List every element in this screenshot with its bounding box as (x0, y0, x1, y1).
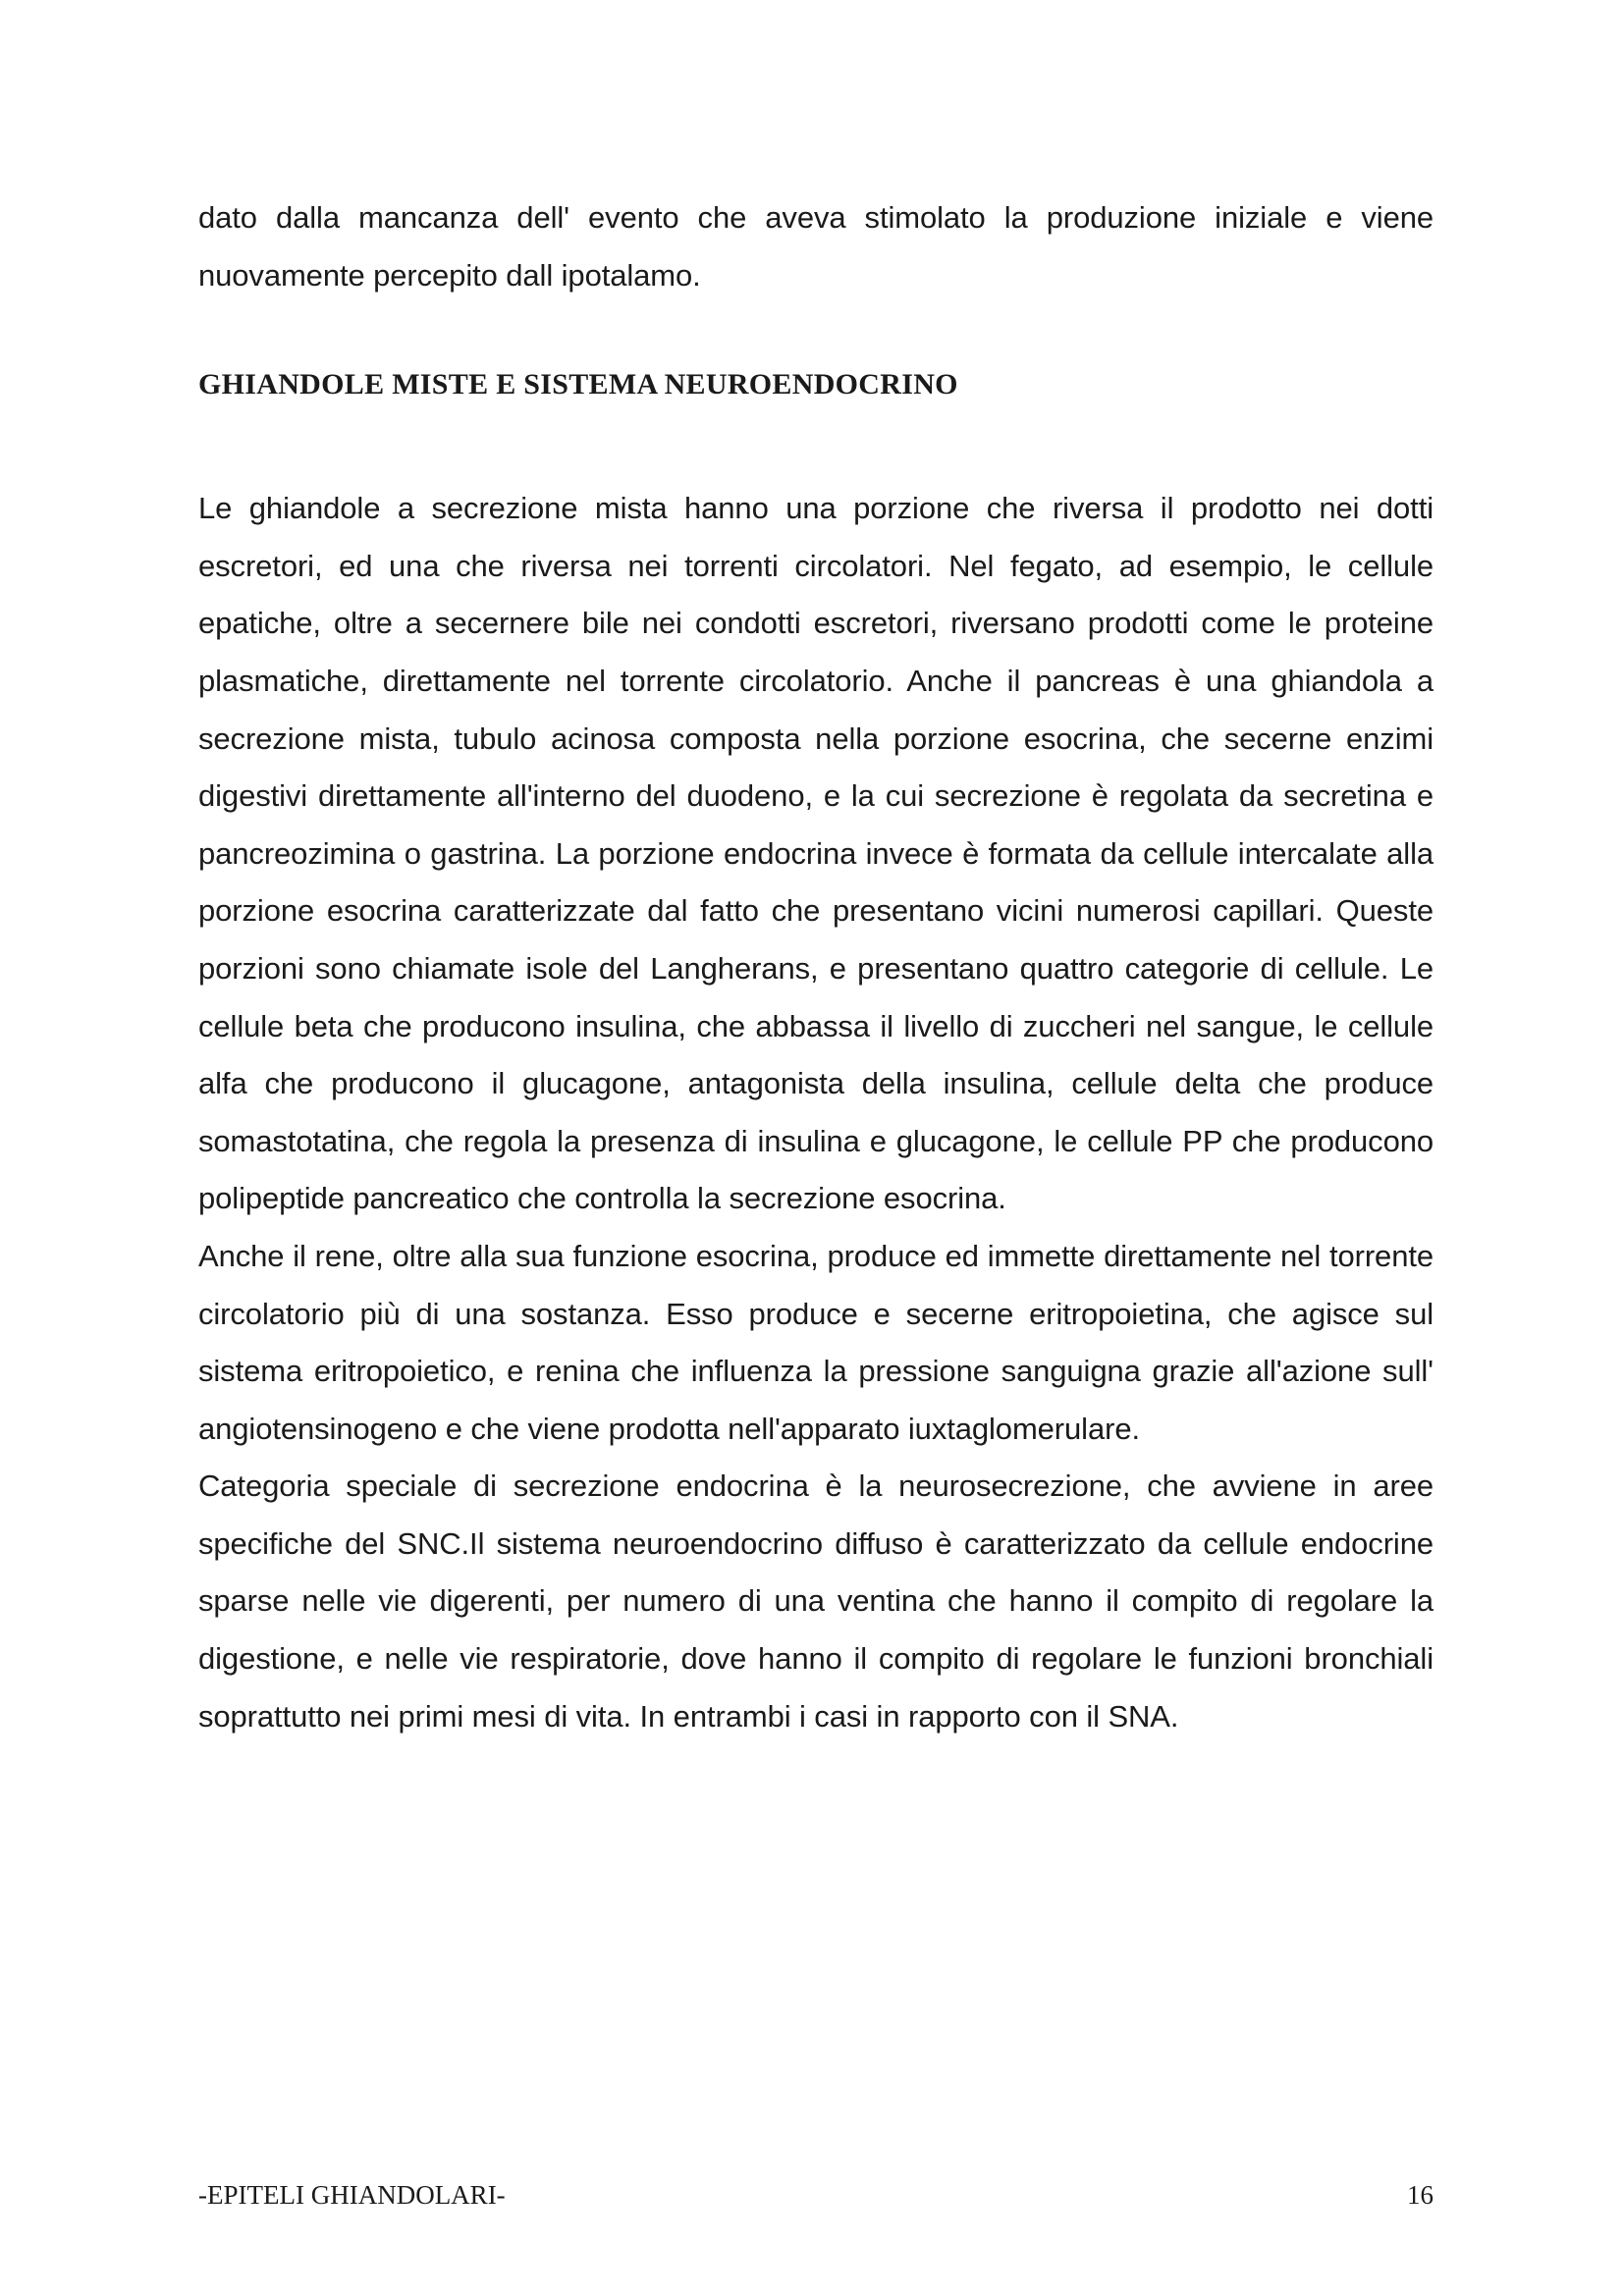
page-footer (198, 2177, 1434, 2213)
body-paragraph-rene: Anche il rene, oltre alla sua funzione esocrina, produce ed immette direttamente nel torrente circolatorio più di una sostanza. Esso produce e secerne eritropoietina, che agisce sul sistema eritropoietico, e renina che influenza la pressione sanguigna grazie all'azione sull' angiotensinogeno e che viene prodotta nell'apparato iuxtaglomerulare. (198, 1238, 1434, 1446)
intro-paragraph: dato dalla mancanza dell' evento che aveva stimolato la produzione iniziale e viene nuovamente percepito dall ipotalamo. (198, 200, 1434, 293)
body-paragraph-neurosecrezione: Categoria speciale di secrezione endocrina è la neurosecrezione, che avviene in aree specifiche del SNC.Il sistema neuroendocrino diffuso è caratterizzato da cellule endocrine sparse nelle vie digerenti, per numero di una ventina che hanno il compito di regolare la digestione, e nelle vie respiratorie, dove hanno il compito di regolare le funzioni bronchiali soprattutto nei primi mesi di vita. In entrambi i casi in rapporto con il SNA. (198, 1468, 1434, 1734)
section-heading: GHIANDOLE MISTE E SISTEMA NEUROENDOCRINO (198, 368, 958, 401)
section-heading-wrapper (198, 365, 1434, 404)
page-body (198, 189, 1434, 1745)
footer-title: -EPITELI GHIANDOLARI- (198, 2180, 506, 2210)
page-number: 16 (1407, 2180, 1434, 2210)
body-paragraph-pancreas: Le ghiandole a secrezione mista hanno una porzione che riversa il prodotto nei dotti escretori, ed una che riversa nei torrenti circolatori. Nel fegato, ad esempio, le cellule epatiche, oltre a secernere bile nei condotti escretori, riversano prodotti come le proteine plasmatiche, direttamente nel torrente circolatorio. Anche il pancreas è una ghiandola a secrezione mista, tubulo acinosa composta nella porzione esocrina, che secerne enzimi digestivi direttamente all'interno del duodeno, e la cui secrezione è regolata da secretina e pancreozimina o gastrina. La porzione endocrina invece è formata da cellule intercalate alla porzione esocrina caratterizzate dal fatto che presentano vicini numerosi capillari. Queste porzioni sono chiamate isole del Langherans, e presentano quattro categorie di cellule. Le cellule beta che producono insulina, che abbassa il livello di zuccheri nel sangue, le cellule alfa che producono il glucagone, antagonista della insulina, cellule delta che produce somastotatina, che regola la presenza di insulina e glucagone, le cellule PP che producono polipeptide pancreatico che controlla la secrezione esocrina. (198, 491, 1434, 1216)
